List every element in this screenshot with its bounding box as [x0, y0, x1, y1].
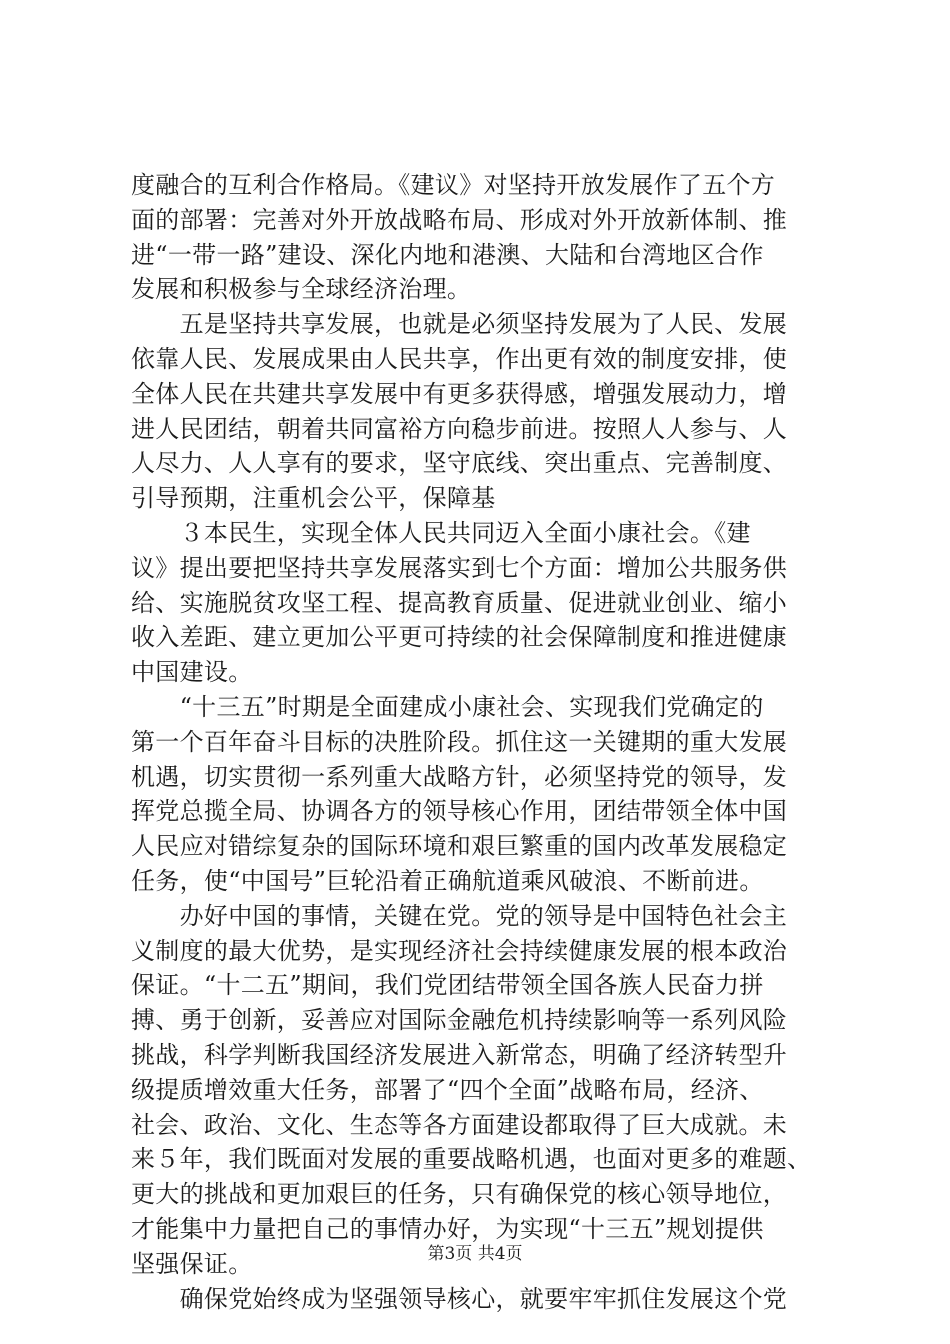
text-line: 五是坚持共享发展，也就是必须坚持发展为了人民、发展 — [131, 310, 788, 339]
text-line: 引导预期，注重机会公平，保障基 — [131, 484, 496, 513]
text-line: 坚强保证。 — [131, 1249, 253, 1278]
text-line: 任务，使“中国号”巨轮沿着正确航道乘风破浪、不断前进。 — [131, 866, 764, 895]
text-line: ３本民生，实现全体人民共同迈入全面小康社会。《建 — [131, 518, 751, 547]
text-line: 面的部署：完善对外开放战略布局、形成对外开放新体制、推 — [131, 205, 788, 234]
text-line: 机遇，切实贯彻一系列重大战略方针，必须坚持党的领导，发 — [131, 762, 788, 791]
text-line: 中国建设。 — [131, 658, 253, 687]
text-line: 发展和积极参与全球经济治理。 — [131, 275, 472, 304]
text-line: 进“一带一路”建设、深化内地和港澳、大陆和台湾地区合作 — [131, 240, 764, 269]
text-line: 办好中国的事情，关键在党。党的领导是中国特色社会主 — [131, 901, 788, 930]
text-line: 更大的挑战和更加艰巨的任务，只有确保党的核心领导地位， — [131, 1180, 788, 1209]
text-line: 依靠人民、发展成果由人民共享，作出更有效的制度安排，使 — [131, 344, 788, 373]
text-line: 人民应对错综复杂的国际环境和艰巨繁重的国内改革发展稳定 — [131, 832, 788, 861]
page-number-footer: 第3页 共4页 — [427, 1244, 523, 1264]
text-line: 确保党始终成为坚强领导核心，就要牢牢抓住发展这个党 — [131, 1284, 788, 1313]
text-line: 才能集中力量把自己的事情办好，为实现“十三五”规划提供 — [131, 1214, 764, 1243]
text-line: 度融合的互利合作格局。《建议》对坚持开放发展作了五个方 — [131, 171, 776, 199]
text-line: “十三五”时期是全面建成小康社会、实现我们党确定的 — [131, 692, 764, 721]
body-text — [131, 168, 851, 1316]
text-line: 人尽力、人人享有的要求，坚守底线、突出重点、完善制度、 — [131, 449, 788, 478]
text-line: 第一个百年奋斗目标的决胜阶段。抓住这一关键期的重大发展 — [131, 727, 788, 756]
text-line: 来５年，我们既面对发展的重要战略机遇，也面对更多的难题、 — [131, 1145, 812, 1174]
text-line: 全体人民在共建共享发展中有更多获得感，增强发展动力，增 — [131, 379, 788, 408]
text-line: 收入差距、建立更加公平更可持续的社会保障制度和推进健康 — [131, 623, 788, 652]
text-line: 级提质增效重大任务，部署了“四个全面”战略布局，经济、 — [131, 1075, 764, 1104]
text-line: 保证。“十二五”期间，我们党团结带领全国各族人民奋力拼 — [131, 971, 764, 1000]
text-line: 挥党总揽全局、协调各方的领导核心作用，团结带领全体中国 — [131, 797, 788, 826]
text-line: 义制度的最大优势，是实现经济社会持续健康发展的根本政治 — [131, 936, 788, 965]
text-line: 社会、政治、文化、生态等各方面建设都取得了巨大成就。未 — [131, 1110, 788, 1139]
text-line: 议》提出要把坚持共享发展落实到七个方面：增加公共服务供 — [131, 553, 788, 582]
text-line: 进人民团结，朝着共同富裕方向稳步前进。按照人人参与、人 — [131, 414, 788, 443]
text-line: 搏、勇于创新，妥善应对国际金融危机持续影响等一系列风险 — [131, 1006, 788, 1035]
text-line: 给、实施脱贫攻坚工程、提高教育质量、促进就业创业、缩小 — [131, 588, 788, 617]
text-line: 挑战，科学判断我国经济发展进入新常态，明确了经济转型升 — [131, 1040, 788, 1069]
